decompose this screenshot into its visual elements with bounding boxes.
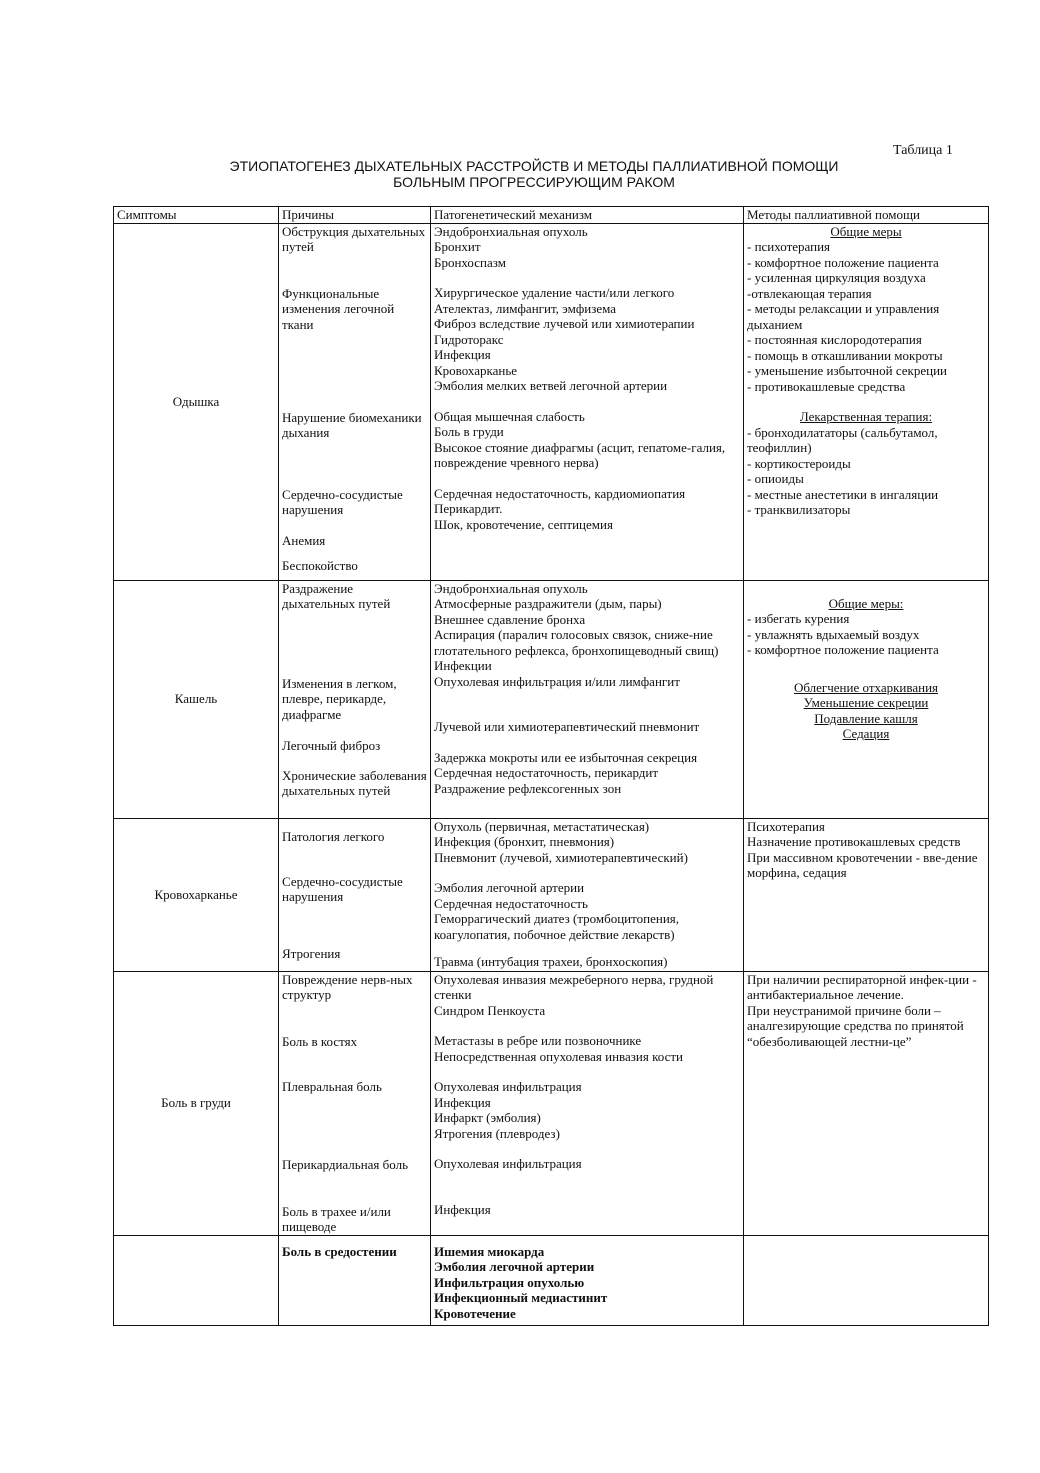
method-item: - увлажнять вдыхаемый воздух xyxy=(747,626,920,642)
symptom-cell: Боль в груди xyxy=(114,971,279,1235)
mechanism-item: Внешнее сдавление бронха xyxy=(434,611,586,627)
mechanism-item: Кровохарканье xyxy=(434,362,518,378)
mechanism-item: Раздражение рефлексогенных зон xyxy=(434,780,622,796)
cause-item: Обструкция дыхательных путей xyxy=(282,223,426,254)
cause-item: Беспокойство xyxy=(282,557,358,573)
method-link: Седация xyxy=(842,726,890,741)
methods-heading: Лекарственная терапия: xyxy=(799,409,933,424)
method-item: - постоянная кислородотерапия xyxy=(747,332,922,347)
header-causes: Причины xyxy=(279,207,431,224)
methods-cell xyxy=(744,971,989,1235)
mechanism-item: Опухолевая инфильтрация xyxy=(434,1156,582,1171)
cause-item: Раздражение дыхательных путей xyxy=(282,580,391,611)
cause-item: Сердечно-сосудистые нарушения xyxy=(282,873,403,904)
cause-item: Анемия xyxy=(282,532,326,548)
title-line-2: БОЛЬНЫМ ПРОГРЕССИРУЮЩИМ РАКОМ xyxy=(393,174,675,190)
mechanism-cell xyxy=(431,818,744,971)
mechanism-item: Лучевой или химиотерапевтический пневмонит xyxy=(434,719,700,734)
header-mechanism: Патогенетический механизм xyxy=(431,207,744,224)
cause-item: Ятрогения xyxy=(282,945,341,961)
methods-heading: Общие меры xyxy=(830,223,902,239)
cause-item: Изменения в легком, плевре, перикарде, диафрагме xyxy=(282,675,397,722)
method-item: - бронходилататоры (сальбутамол, теофиллин) xyxy=(747,424,938,455)
header-methods: Методы паллиативной помощи xyxy=(744,207,989,224)
methods-cell xyxy=(744,818,989,971)
mechanism-item: Фиброз вследствие лучевой или химиотерапии xyxy=(434,316,695,331)
header-row xyxy=(114,207,989,224)
method-item: -отвлекающая терапия xyxy=(747,285,872,301)
mechanism-item: Ишемия миокарда xyxy=(434,1243,545,1259)
method-item: - кортикостероиды xyxy=(747,455,851,471)
causes-cell xyxy=(279,223,431,580)
mechanism-item: Инфекции xyxy=(434,658,492,673)
cause-item: Легочный фиброз xyxy=(282,737,381,753)
mechanism-item: Сердечная недостаточность xyxy=(434,895,588,911)
method-item: - транквилизаторы xyxy=(747,502,851,517)
symptom-cell-empty xyxy=(114,1235,279,1325)
mechanism-item: Боль в груди xyxy=(434,424,504,439)
mechanism-item: Геморрагический диатез (тромбоцитопения, коагулопатия, побочное действие лекарств) xyxy=(434,911,680,942)
mechanism-item: Инфекция xyxy=(434,1201,491,1217)
mechanism-cell xyxy=(431,1235,744,1325)
mechanism-item: Инфаркт (эмболия) xyxy=(434,1110,541,1125)
method-item: - комфортное положение пациента xyxy=(747,254,939,270)
mechanism-item: Эмболия легочной артерии xyxy=(434,880,585,895)
method-item: При массивном кровотечении - вве-дение морфина, седация xyxy=(747,849,978,880)
method-item: - уменьшение избыточной секреции xyxy=(747,363,947,378)
method-item: Психотерапия xyxy=(747,818,825,834)
mechanism-item: Хирургическое удаление части/или легкого xyxy=(434,285,675,300)
table-row xyxy=(114,971,989,1235)
cause-item: Боль в трахее и/или пищеводе xyxy=(282,1203,391,1234)
method-link: Облегчение отхаркивания xyxy=(793,679,939,695)
method-item: - противокашлевые средства xyxy=(747,378,906,394)
mechanism-item: Синдром Пенкоуста xyxy=(434,1002,546,1018)
mechanism-item: Инфильтрация опухолью xyxy=(434,1274,585,1290)
mechanism-item: Опухолевая инфильтрация и/или лимфангит xyxy=(434,673,680,689)
mechanism-item: Общая мышечная слабость xyxy=(434,408,585,424)
cause-item: Патология легкого xyxy=(282,828,385,844)
cause-item: Боль в костях xyxy=(282,1033,358,1049)
mechanism-item: Сердечная недостаточность, перикардит xyxy=(434,765,659,780)
method-item: - комфортное положение пациента xyxy=(747,642,939,657)
mechanism-cell xyxy=(431,223,744,580)
causes-cell xyxy=(279,1235,431,1325)
mechanism-item: Метастазы в ребре или позвоночнике xyxy=(434,1033,642,1048)
mechanism-item: Шок, кровотечение, септицемия xyxy=(434,516,613,532)
method-link: Уменьшение секреции xyxy=(803,695,929,710)
document-title xyxy=(110,158,958,190)
causes-cell xyxy=(279,580,431,818)
mechanism-item: Инфекция xyxy=(434,1094,491,1110)
symptom-cell: Одышка xyxy=(114,223,279,580)
mechanism-item: Пневмонит (лучевой, химиотерапевтический) xyxy=(434,849,688,865)
cause-item: Плевральная боль xyxy=(282,1078,382,1094)
method-item: При наличии респираторной инфек-ции - антибактериальное лечение. xyxy=(747,971,977,1002)
title-line-1: ЭТИОПАТОГЕНЕЗ ДЫХАТЕЛЬНЫХ РАССТРОЙСТВ И МЕТОДЫ ПАЛЛИАТИВНОЙ ПОМОЩИ xyxy=(229,158,839,174)
method-item: - местные анестетики в ингаляции xyxy=(747,486,939,502)
mechanism-item: Опухоль (первичная, метастатическая) xyxy=(434,818,650,834)
mechanism-item: Бронхит xyxy=(434,239,481,254)
symptom-cell: Кашель xyxy=(114,580,279,818)
cause-item: Хронические заболевания дыхательных путей xyxy=(282,767,427,798)
causes-cell xyxy=(279,971,431,1235)
method-item: - опиоиды xyxy=(747,471,804,486)
mechanism-item: Ятрогения (плевродез) xyxy=(434,1125,560,1141)
mechanism-item: Ателектаз, лимфангит, эмфизема xyxy=(434,300,617,316)
method-item: - помощь в откашливании мокроты xyxy=(747,347,943,363)
mechanism-item: Аспирация (паралич голосовых связок, сниже-ние глотательного рефлекса, бронхопищеводный свищ) xyxy=(434,627,719,658)
table-row xyxy=(114,580,989,818)
mechanism-item: Инфекционный медиастинит xyxy=(434,1290,608,1305)
method-link: Подавление кашля xyxy=(814,710,918,726)
mechanism-item: Инфекция xyxy=(434,347,491,362)
mechanism-item: Эндобронхиальная опухоль xyxy=(434,223,588,239)
mechanism-item: Травма (интубация трахеи, бронхоскопия) xyxy=(434,954,668,969)
mechanism-item: Высокое стояние диафрагмы (асцит, гепатоме-галия, повреждение чревного нерва) xyxy=(434,439,726,470)
mechanism-item: Эмболия легочной артерии xyxy=(434,1259,595,1274)
mechanism-item: Гидроторакс xyxy=(434,331,504,347)
table-row xyxy=(114,223,989,580)
causes-cell xyxy=(279,818,431,971)
table-row xyxy=(114,818,989,971)
cause-item: Перикардиальная боль xyxy=(282,1156,409,1172)
table-row xyxy=(114,1235,989,1325)
mechanism-item: Опухолевая инфильтрация xyxy=(434,1079,582,1094)
mechanism-item: Перикардит. xyxy=(434,501,503,516)
table-label: Таблица 1 xyxy=(893,143,953,158)
mechanism-item: Сердечная недостаточность, кардиомиопатия xyxy=(434,485,686,501)
mechanism-item: Задержка мокроты или ее избыточная секреция xyxy=(434,749,698,765)
symptom-cell: Кровохарканье xyxy=(114,818,279,971)
mechanism-cell xyxy=(431,580,744,818)
symptoms-table xyxy=(113,206,989,1326)
mechanism-item: Атмосферные раздражители (дым, пары) xyxy=(434,596,662,611)
mechanism-item: Эмболия мелких ветвей легочной артерии xyxy=(434,378,668,393)
mechanism-item: Инфекция (бронхит, пневмония) xyxy=(434,834,615,849)
cause-item: Функциональные изменения легочной ткани xyxy=(282,285,395,332)
cause-item: Повреждение нерв-ных структур xyxy=(282,971,413,1002)
methods-cell xyxy=(744,223,989,580)
method-item: При неустранимой причине боли – аналгезирующие средства по принятой “обезболивающей лестни-це” xyxy=(747,1002,964,1049)
method-item: - психотерапия xyxy=(747,239,831,254)
method-item: - усиленная циркуляция воздуха xyxy=(747,270,926,285)
cause-item: Нарушение биомеханики дыхания xyxy=(282,409,422,440)
method-item: - методы релаксации и управления дыханием xyxy=(747,301,940,332)
method-item: Назначение противокашлевых средств xyxy=(747,834,961,849)
cause-item: Боль в средостении xyxy=(282,1243,397,1259)
mechanism-item: Опухолевая инвазия межреберного нерва, грудной стенки xyxy=(434,971,714,1002)
mechanism-item: Кровотечение xyxy=(434,1305,516,1321)
methods-heading: Общие меры: xyxy=(828,595,904,611)
mechanism-item: Бронхоспазм xyxy=(434,254,506,270)
mechanism-item: Непосредственная опухолевая инвазия кости xyxy=(434,1048,683,1064)
header-symptoms: Симптомы xyxy=(114,207,279,224)
method-item: - избегать курения xyxy=(747,611,850,626)
methods-cell-empty xyxy=(744,1235,989,1325)
methods-cell xyxy=(744,580,989,818)
mechanism-cell xyxy=(431,971,744,1235)
mechanism-item: Эндобронхиальная опухоль xyxy=(434,580,588,596)
cause-item: Сердечно-сосудистые нарушения xyxy=(282,486,403,517)
